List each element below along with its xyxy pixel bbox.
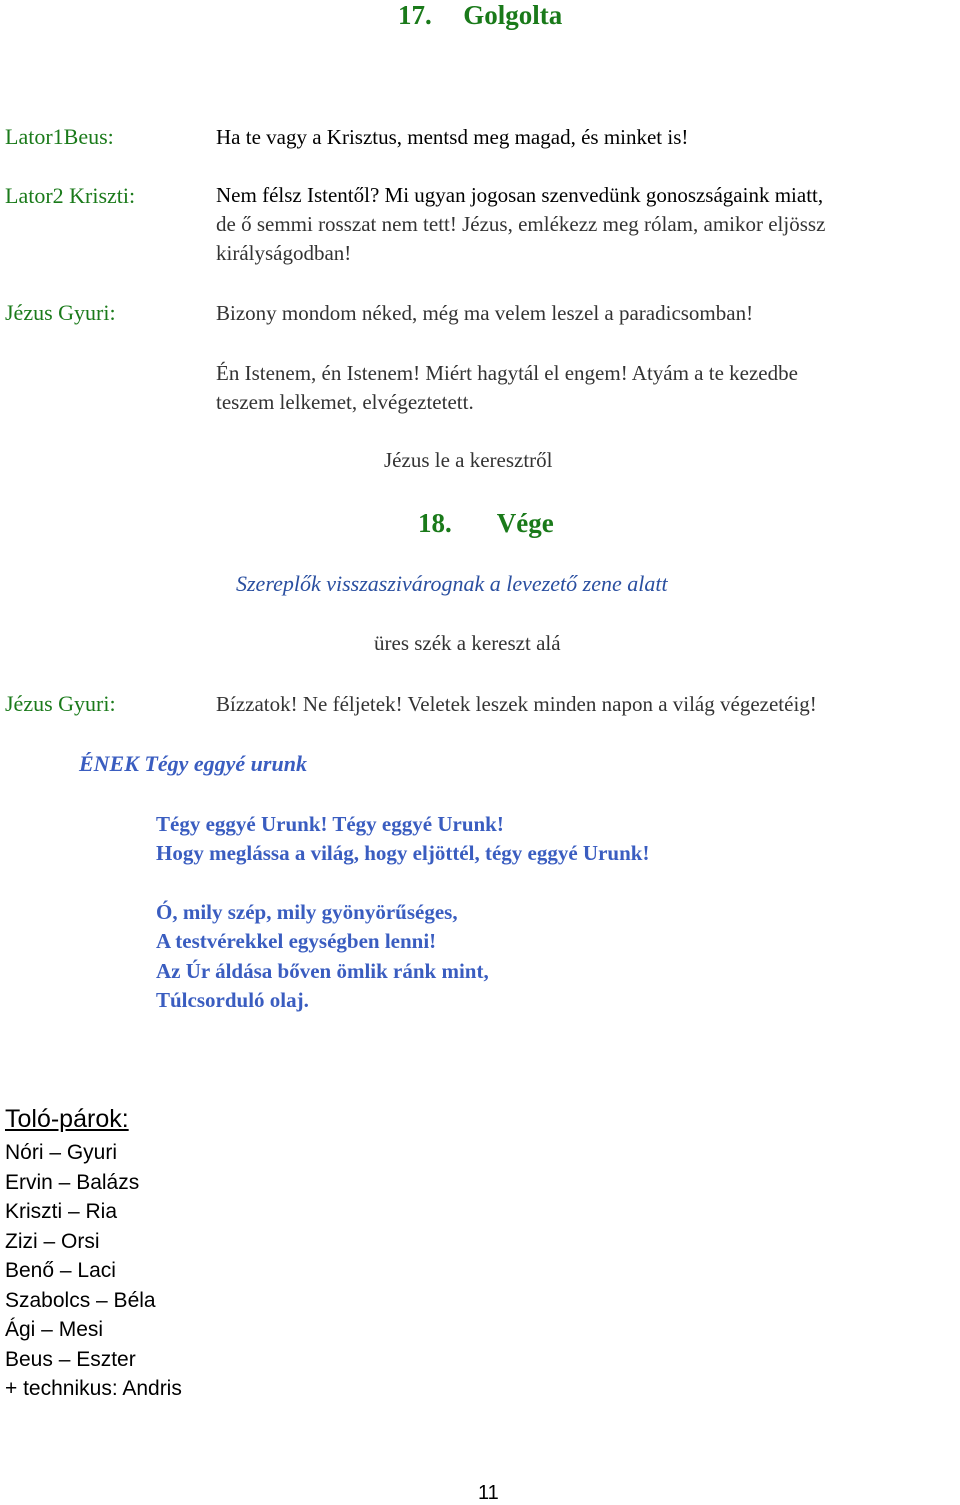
list-item: Zizi – Orsi [5, 1229, 100, 1253]
lyrics-line: A testvérekkel egységben lenni! [156, 929, 437, 953]
speaker-label: Jézus Gyuri: [5, 691, 116, 716]
stage-direction: üres szék a kereszt alá [374, 631, 561, 655]
list-item: Kriszti – Ria [5, 1200, 118, 1223]
dialogue-line: Bízzatok! Ne féljetek! Veletek leszek minden napon a világ végezetéig! [216, 692, 817, 716]
section-title: Vége [496, 508, 554, 538]
dialogue-line: királyságodban! [216, 241, 352, 265]
section-number: 17. [398, 0, 432, 30]
speaker-label: Lator2 Kriszti: [5, 183, 136, 208]
dialogue-line: Nem félsz Istentől? Mi ugyan jogosan szenvedünk gonoszságaink miatt, [216, 183, 824, 207]
list-item: + technikus: Andris [5, 1377, 182, 1400]
list-item: Ági – Mesi [5, 1318, 104, 1341]
section-number: 18. [418, 508, 452, 538]
song-title: ÉNEK Tégy eggyé urunk [79, 751, 307, 776]
pairs-title: Toló-párok: [5, 1105, 129, 1133]
stage-direction: Jézus le a keresztről [384, 448, 553, 472]
dialogue-line: Bizony mondom néked, még ma velem leszel a paradicsomban! [216, 301, 754, 325]
lyrics-line: Tégy eggyé Urunk! Tégy eggyé Urunk! [156, 812, 504, 836]
speaker-label: Lator1Beus: [5, 124, 114, 149]
list-item: Benő – Laci [5, 1259, 116, 1282]
section-title: Golgolta [463, 0, 563, 30]
page-number: 11 [478, 1482, 499, 1504]
lyrics-line: Az Úr áldása bőven ömlik ránk mint, [156, 959, 489, 983]
pairs-list [5, 1138, 182, 1404]
section-heading-17 [398, 0, 562, 31]
dialogue-line: Ha te vagy a Krisztus, mentsd meg magad, és minket is! [216, 125, 689, 149]
lyrics-line: Ó, mily szép, mily gyönyörűséges, [156, 900, 458, 924]
list-item: Ervin – Balázs [5, 1170, 140, 1194]
list-item: Beus – Eszter [5, 1347, 136, 1371]
dialogue-line: Én Istenem, én Istenem! Miért hagytál el engem! Atyám a te kezedbe [216, 361, 798, 385]
section-heading-18 [418, 508, 554, 539]
dialogue-line: teszem lelkemet, elvégeztetett. [216, 390, 474, 414]
list-item: Nóri – Gyuri [5, 1141, 118, 1164]
lyrics-line: Hogy meglássa a világ, hogy eljöttél, tégy eggyé Urunk! [156, 841, 650, 865]
dialogue-line: de ő semmi rosszat nem tett! Jézus, emlékezz meg rólam, amikor eljössz [216, 212, 826, 236]
stage-direction-italic: Szereplők visszaszivárognak a levezető zene alatt [236, 571, 668, 596]
lyrics-line: Túlcsorduló olaj. [156, 988, 309, 1012]
list-item: Szabolcs – Béla [5, 1288, 156, 1312]
speaker-label: Jézus Gyuri: [5, 300, 116, 325]
